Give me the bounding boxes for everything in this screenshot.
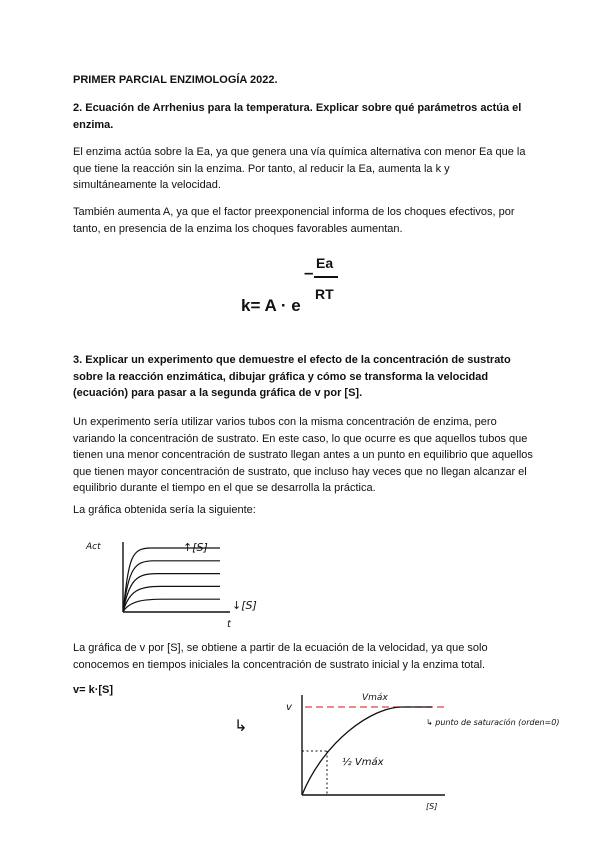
saturation-annotation: ↳ punto de saturación (orden=0) [426, 718, 560, 727]
question-3-paragraph-2: La gráfica obtenida sería la siguiente: [73, 504, 256, 516]
vmax-label: Vmáx [362, 693, 388, 703]
velocity-equation: v= k·[S] [73, 684, 114, 696]
formula-minus: – [304, 263, 314, 282]
formula-fraction-bar [314, 276, 338, 278]
chart2-arrow: ↳ [234, 716, 248, 735]
formula-denominator: RT [315, 286, 334, 302]
question-3-paragraph-3: La gráfica de v por [S], se obtiene a partir de la ecuación de la velocidad, ya que solo conocemos en tiempos iniciales la concentración de sustrato inicial y la enzima total. [73, 642, 488, 671]
half-vmax-label: ½ Vmáx [342, 757, 384, 768]
chart1-curve [123, 599, 220, 612]
question-3-heading: 3. Explicar un experimento que demuestre el efecto de la concentración de sustrato sobre la reacción enzimática, dibujar gráfica y cómo se transforma la velocidad (ecuación) para pasar a la segunda gráfica de v por [S]. [73, 354, 511, 399]
question-2-paragraph-1: El enzima actúa sobre la Ea, ya que genera una vía química alternativa con menor Ea que la que tiene la reacción sin la enzima. Por tanto, al reducir la Ea, aumenta la k y simultáneamente la velocidad. [73, 146, 526, 191]
activity-time-chart [80, 532, 260, 632]
chart2-ylabel: v [286, 702, 292, 713]
formula-lhs: k= A · e [241, 296, 301, 315]
chart1-curve [123, 574, 220, 612]
formula-numerator: Ea [316, 255, 334, 271]
question-2-paragraph-2: También aumenta A, ya que el factor preexponencial informa de los choques efectivos, por tanto, en presencia de la enzima los choques favorables aumentan. [73, 206, 515, 235]
chart1-annotation-low: ↓[S] [232, 599, 257, 612]
question-3-paragraph-1: Un experimento sería utilizar varios tubos con la misma concentración de enzima, pero variando la concentración de sustrato. En este caso, lo que ocurre es que aquellos tubos que tienen una menor concentración de sustrato llegan antes a un punto en equilibrio que aquellos que tienen mayor concentración de sustrato, que incluso hay veces que no llegan alcanzar el equilibrio durante el tiempo en el que se desarrolla la práctica. [73, 416, 533, 494]
chart1-ylabel: Act [86, 542, 101, 552]
chart1-annotation-high: ↑[S] [183, 541, 208, 554]
chart1-xlabel: t [227, 619, 231, 630]
chart2-xlabel: [S] [426, 802, 438, 811]
michaelis-menten-chart [230, 685, 570, 810]
question-2-heading: 2. Ecuación de Arrhenius para la temperatura. Explicar sobre qué parámetros actúa el enzima. [73, 102, 522, 131]
chart1-curve [123, 548, 220, 612]
document-title: PRIMER PARCIAL ENZIMOLOGÍA 2022. [73, 74, 278, 86]
